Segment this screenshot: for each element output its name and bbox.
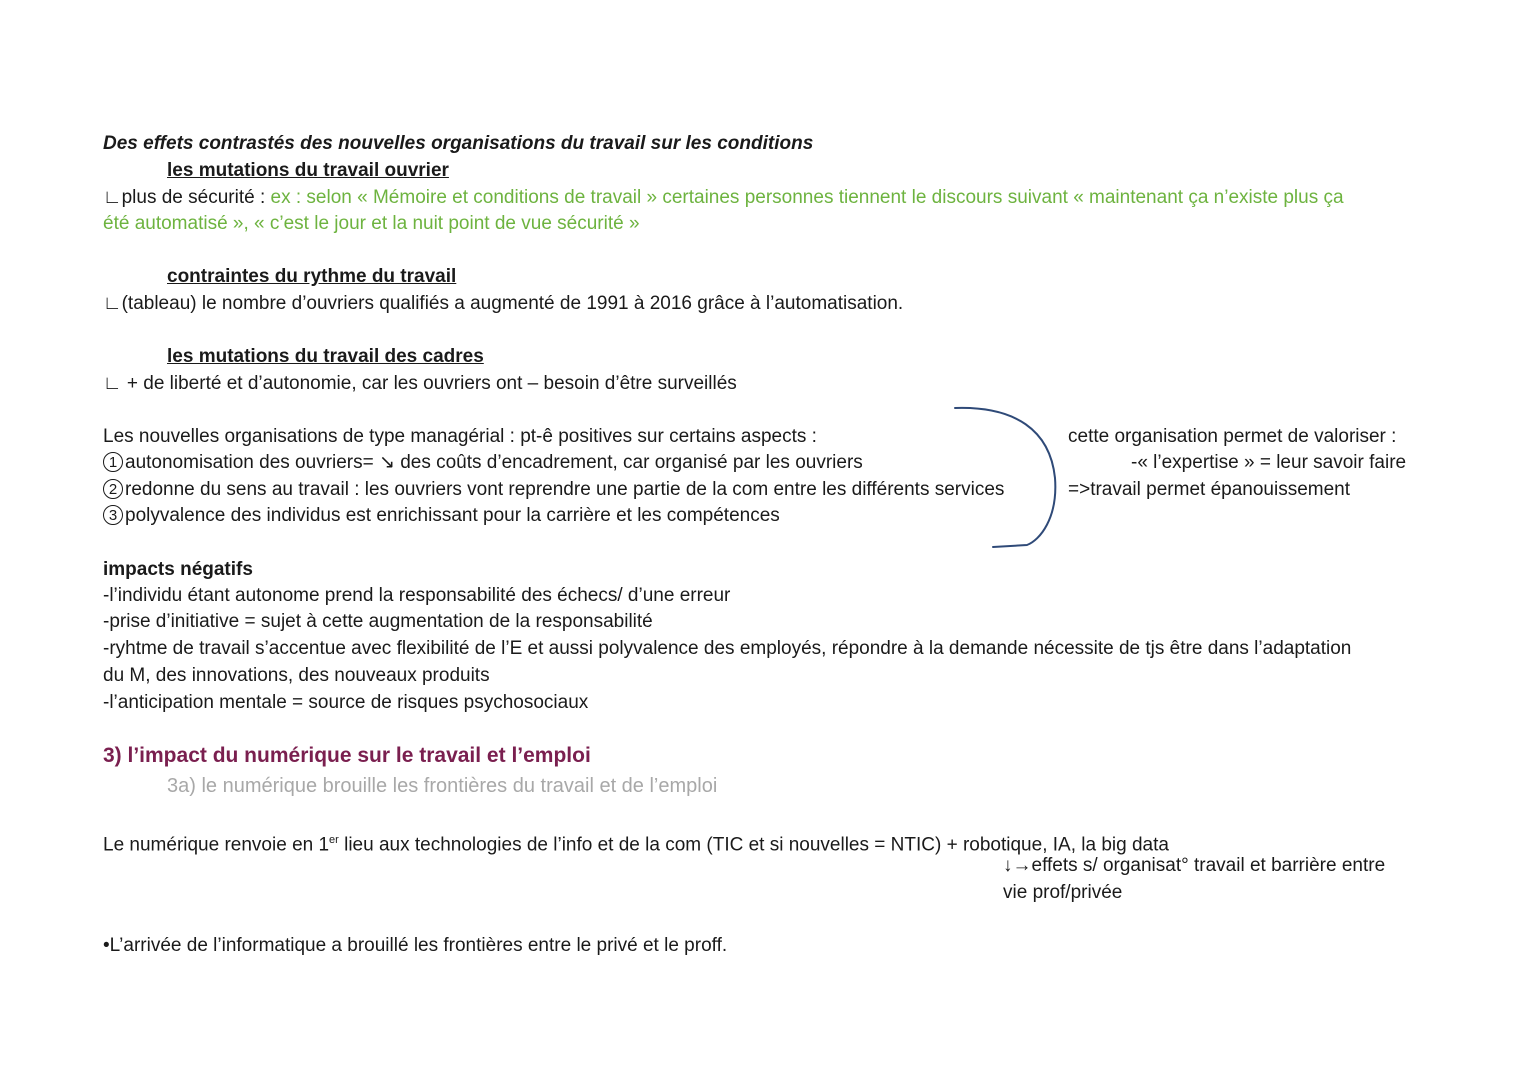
number-circle: 2 [103,479,123,499]
negatif-line: -l’individu étant autonome prend la responsabilité des échecs/ d’une erreur [103,585,731,606]
managerial-item-3 [103,503,780,529]
cadres-text: ∟ + de liberté et d’autonomie, car les ouvriers ont – besoin d’être surveillés [103,373,737,394]
number-circle: 3 [103,505,123,525]
item-text: polyvalence des individus est enrichissant pour la carrière et les compétences [125,505,780,526]
item-text: redonne du sens au travail : les ouvriers vont reprendre une partie de la com entre les différents services [125,479,1005,500]
informatique-bullet: •L’arrivée de l’informatique a brouillé les frontières entre le privé et le proff. [103,935,728,956]
managerial-intro: Les nouvelles organisations de type managérial : pt-ê positives sur certains aspects : [103,426,817,447]
heading-cadres: les mutations du travail des cadres [167,346,484,367]
heading-travail-ouvrier: les mutations du travail ouvrier [167,160,449,181]
securite-quote-1: ex : selon « Mémoire et conditions de travail » certaines personnes tiennent le discours suivant « maintenant ça n’existe plus ça [270,187,1344,208]
hand-drawn-brace [945,400,1065,560]
securite-label: plus de sécurité : [121,187,271,208]
securite-quote-2: été automatisé », « c’est le jour et la nuit point de vue sécurité » [103,213,640,234]
negatif-line: -prise d’initiative = sujet à cette augmentation de la responsabilité [103,611,653,632]
heading-impacts-negatifs: impacts négatifs [103,559,253,580]
managerial-item-2 [103,477,1004,503]
negatif-line: -ryhtme de travail s’accentue avec flexibilité de l’E et aussi polyvalence des employés, répondre à la demande nécessite de tjs être dans l’adaptation [103,638,1352,659]
section3-title: 3) l’impact du numérique sur le travail et l’emploi [103,744,591,767]
numerique-text-b: lieu aux technologies de l’info et de la com (TIC et si nouvelles = NTIC) + robotique, IA, la big data [338,834,1169,856]
vie-prof-line: vie prof/privée [1003,882,1123,903]
effets-line: ↓→effets s/ organisat° travail et barrière entre [1003,855,1386,876]
securite-line [103,185,1344,211]
numerique-text-a: Le numérique renvoie en 1 [103,834,330,856]
item-text: autonomisation des ouvriers= ↘ des coûts d’encadrement, car organisé par les ouvriers [125,452,863,473]
managerial-item-1 [103,450,863,476]
section-title: Des effets contrastés des nouvelles organisations du travail sur les conditions [103,133,814,154]
bullet-mark: ∟ [103,187,122,208]
negatif-line: du M, des innovations, des nouveaux produits [103,665,490,686]
heading-rythme: contraintes du rythme du travail [167,266,457,287]
expertise-line: -« l’expertise » = leur savoir faire [1131,452,1407,473]
epanouissement-line: =>travail permet épanouissement [1068,479,1350,500]
number-circle: 1 [103,452,123,472]
negatif-line: -l’anticipation mentale = source de risques psychosociaux [103,692,589,713]
valoriser-line: cette organisation permet de valoriser : [1068,426,1397,447]
rythme-text: ∟(tableau) le nombre d’ouvriers qualifiés a augmenté de 1991 à 2016 grâce à l’automatisation. [103,293,904,314]
superscript: er [329,834,339,846]
section3a-subtitle: 3a) le numérique brouille les frontières du travail et de l’emploi [167,775,718,797]
